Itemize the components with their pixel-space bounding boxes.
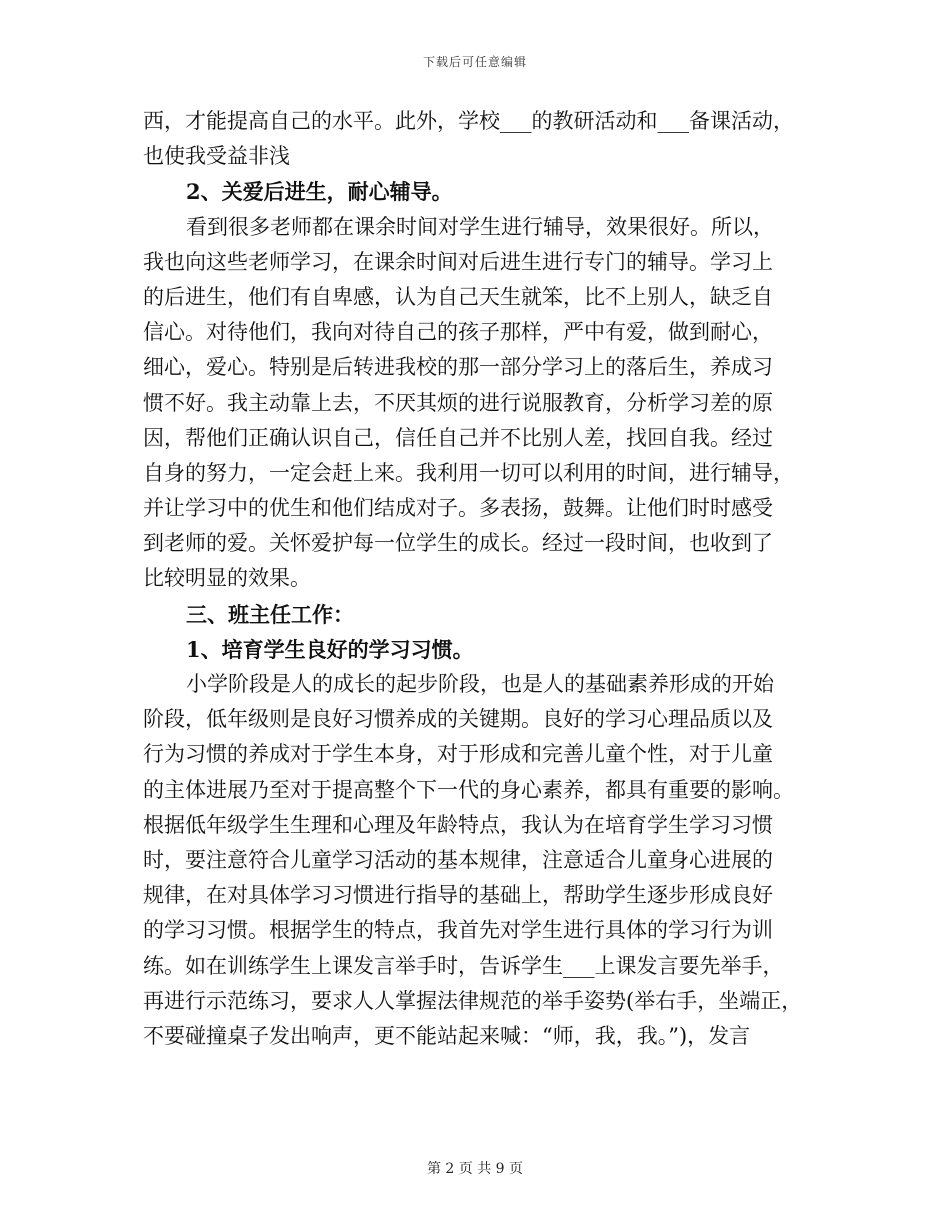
body-line: 的主体进展乃至对于提高整个下一代的身心素养，都具有重要的影响。 [143, 777, 794, 802]
body-line: 根据低年级学生生理和心理及年龄特点，我认为在培育学生学习习惯 [143, 812, 773, 837]
body-line: 时，要注意符合儿童学习活动的基本规律，注意适合儿童身心进展的 [143, 847, 773, 872]
body-line: 信心。对待他们，我向对待自己的孩子那样，严中有爱，做到耐心， [143, 320, 773, 345]
body-line: 规律，在对具体学习习惯进行指导的基础上，帮助学生逐步形成良好 [143, 883, 773, 908]
page-header: 下载后可任意编辑 [422, 55, 527, 69]
body-line: 行为习惯的养成对于学生本身，对于形成和完善儿童个性，对于儿童 [143, 742, 773, 767]
paragraph-first-line: 看到很多老师都在课余时间对学生进行辅导，效果很好。所以， [186, 214, 774, 239]
body-line: 不要碰撞桌子发出响声，更不能站起来喊：“师，我，我。”)，发言 [143, 1023, 751, 1048]
page-number: 第 2 页 共 9 页 [426, 1161, 524, 1177]
body-line: 自身的努力，一定会赶上来。我利用一切可以利用的时间，进行辅导， [143, 460, 794, 485]
body-line: 我也向这些老师学习，在课余时间对后进生进行专门的辅导。学习上 [143, 249, 773, 274]
section-heading: 1、培育学生良好的学习习惯。 [186, 636, 474, 662]
body-line: 细心，爱心。特别是后转进我校的那一部分学习上的落后生，养成习 [143, 355, 773, 380]
body-line: 惯不好。我主动靠上去，不厌其烦的进行说服教育，分析学习差的原 [143, 390, 773, 415]
body-line: 并让学习中的优生和他们结成对子。多表扬，鼓舞。让他们时时感受 [143, 496, 773, 521]
body-line: 到老师的爱。关怀爱护每一位学生的成长。经过一段时间，也收到了 [143, 531, 773, 556]
body-line: 阶段，低年级则是良好习惯养成的关键期。良好的学习心理品质以及 [143, 707, 773, 732]
body-line: 因，帮他们正确认识自己，信任自己并不比别人差，找回自我。经过 [143, 425, 773, 450]
body-line: 比较明显的效果。 [143, 566, 311, 591]
body-line: 的后进生，他们有自卑感，认为自己天生就笨，比不上别人，缺乏自 [143, 284, 773, 309]
paragraph-first-line: 小学阶段是人的成长的起步阶段，也是人的基础素养形成的开始 [186, 672, 774, 696]
section-heading: 2、关爱后进生，耐心辅导。 [186, 179, 453, 205]
document-body [143, 104, 815, 1054]
body-line: 的学习习惯。根据学生的特点，我首先对学生进行具体的学习行为训 [143, 918, 773, 943]
body-line: 再进行示范练习，要求人人掌握法律规范的举手姿势(举右手，坐端正， [143, 988, 803, 1013]
body-line: 也使我受益非浅 [143, 144, 290, 169]
body-line: 练。如在训练学生上课发言举手时，告诉学生___上课发言要先举手， [143, 953, 784, 978]
body-line: 西，才能提高自己的水平。此外，学校___的教研活动和___备课活动， [143, 109, 794, 133]
section-heading: 三、班主任工作： [186, 601, 354, 627]
